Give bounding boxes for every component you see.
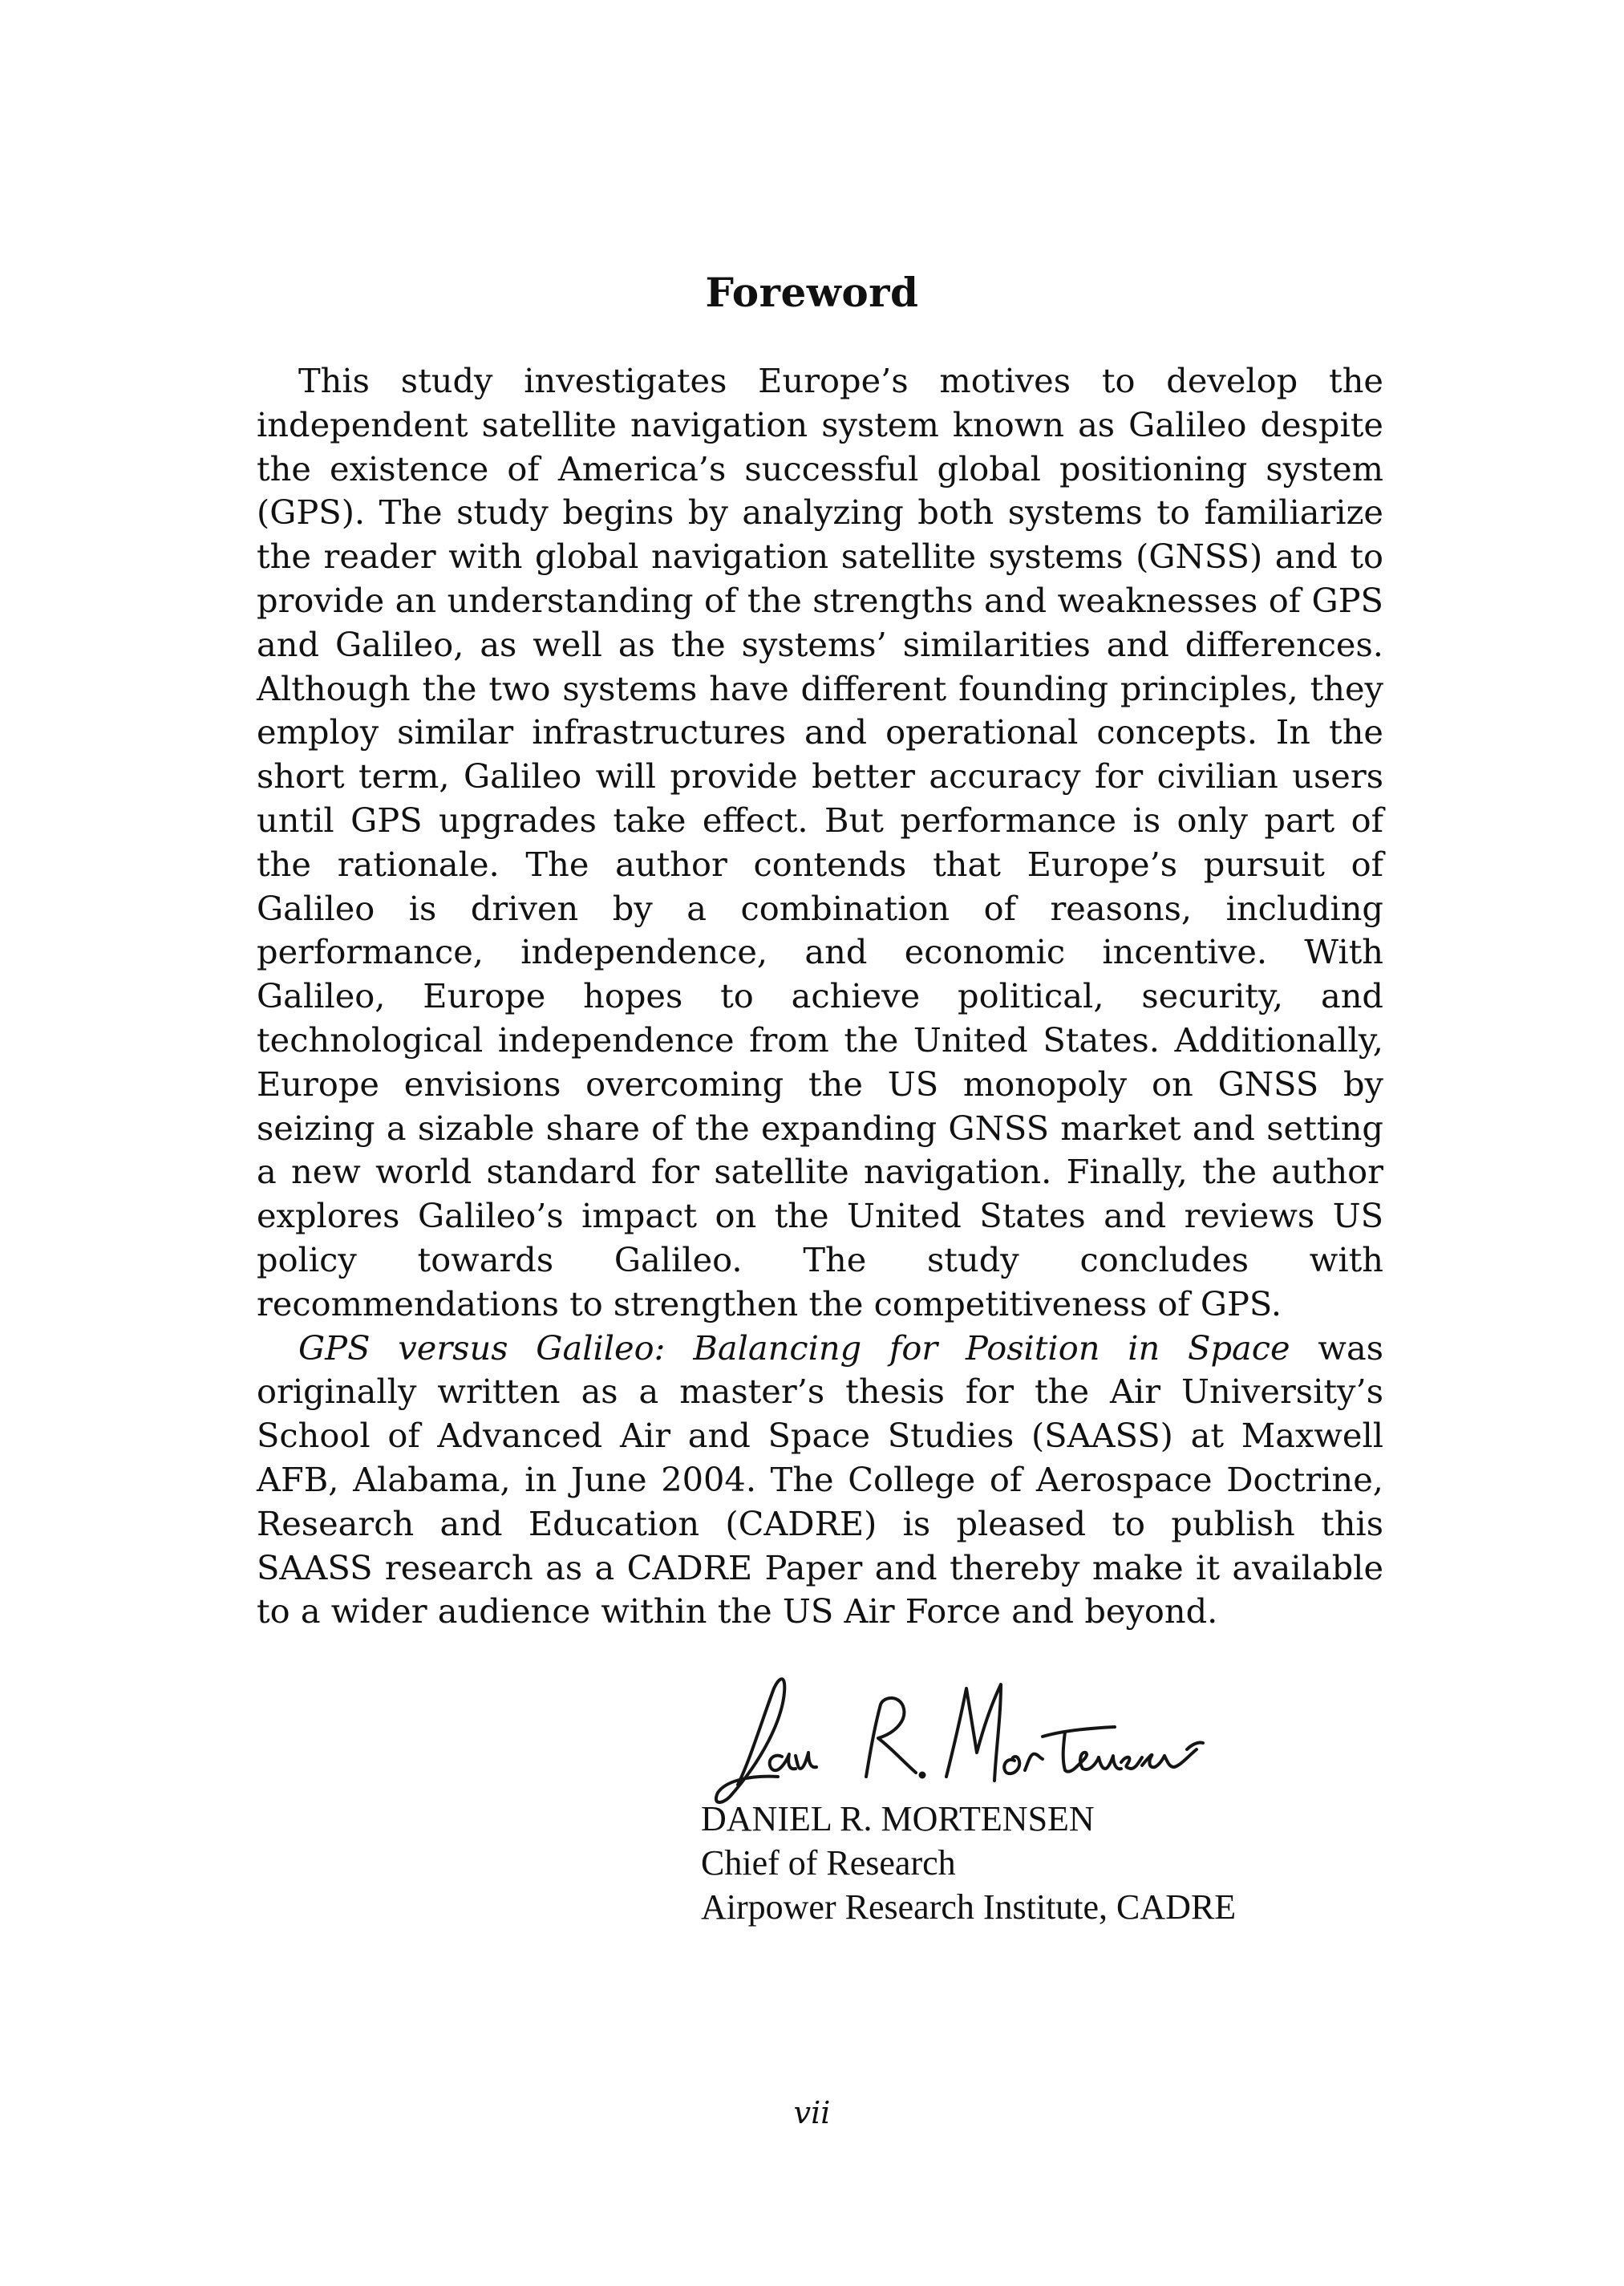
- page-number: vii: [793, 2095, 831, 2130]
- signatory-name: DANIEL R. MORTENSEN: [701, 1799, 1095, 1838]
- page-title: Foreword: [705, 269, 919, 316]
- signature-block: [701, 1797, 1236, 1929]
- foreword-body: [257, 359, 1383, 1634]
- signatory-organization: Airpower Research Institute, CADRE: [701, 1887, 1237, 1927]
- book-title: GPS versus Galileo: Balancing for Position in Space: [298, 1327, 1290, 1368]
- paragraph-2: [257, 1327, 1383, 1635]
- paragraph-2-text: was originally written as a master’s thesis for the Air University’s School of Advanced Air and Space Studies (SAASS) at Maxwell AFB, Alabama, in June 2004. The College of Aerospace Doctrine, Research and Education (CADRE) is pleased to publish this SAASS research as a CADRE Paper and thereby make it available to a wider audience within the US Air Force and beyond.: [257, 1327, 1383, 1631]
- paragraph-1: This study investigates Europe’s motives to develop the independent satellite navigation system known as Galileo despite the existence of America’s successful global positioning system (GPS). The study begins by analyzing both systems to familiarize the reader with global navigation satellite systems (GNSS) and to provide an understanding of the strengths and weaknesses of GPS and Galileo, as well as the systems’ similarities and differences. Although the two systems have different founding principles, they employ similar infrastructures and operational concepts. In the short term, Galileo will provide better accuracy for civilian users until GPS upgrades take effect. But performance is only part of the rationale. The author contends that Europe’s pursuit of Galileo is driven by a combination of reasons, including performance, independence, and economic incentive. With Galileo, Europe hopes to achieve political, security, and technological independence from the United States. Additionally, Europe envisions overcoming the US monopoly on GNSS by seizing a sizable share of the expanding GNSS market and setting a new world standard for satellite navigation. Finally, the author explores Galileo’s impact on the United States and reviews US policy towards Galileo. The study concludes with recommendations to strengthen the competitiveness of GPS.: [257, 361, 1383, 1323]
- handwritten-signature: [706, 1672, 1211, 1813]
- signatory-role: Chief of Research: [701, 1843, 956, 1883]
